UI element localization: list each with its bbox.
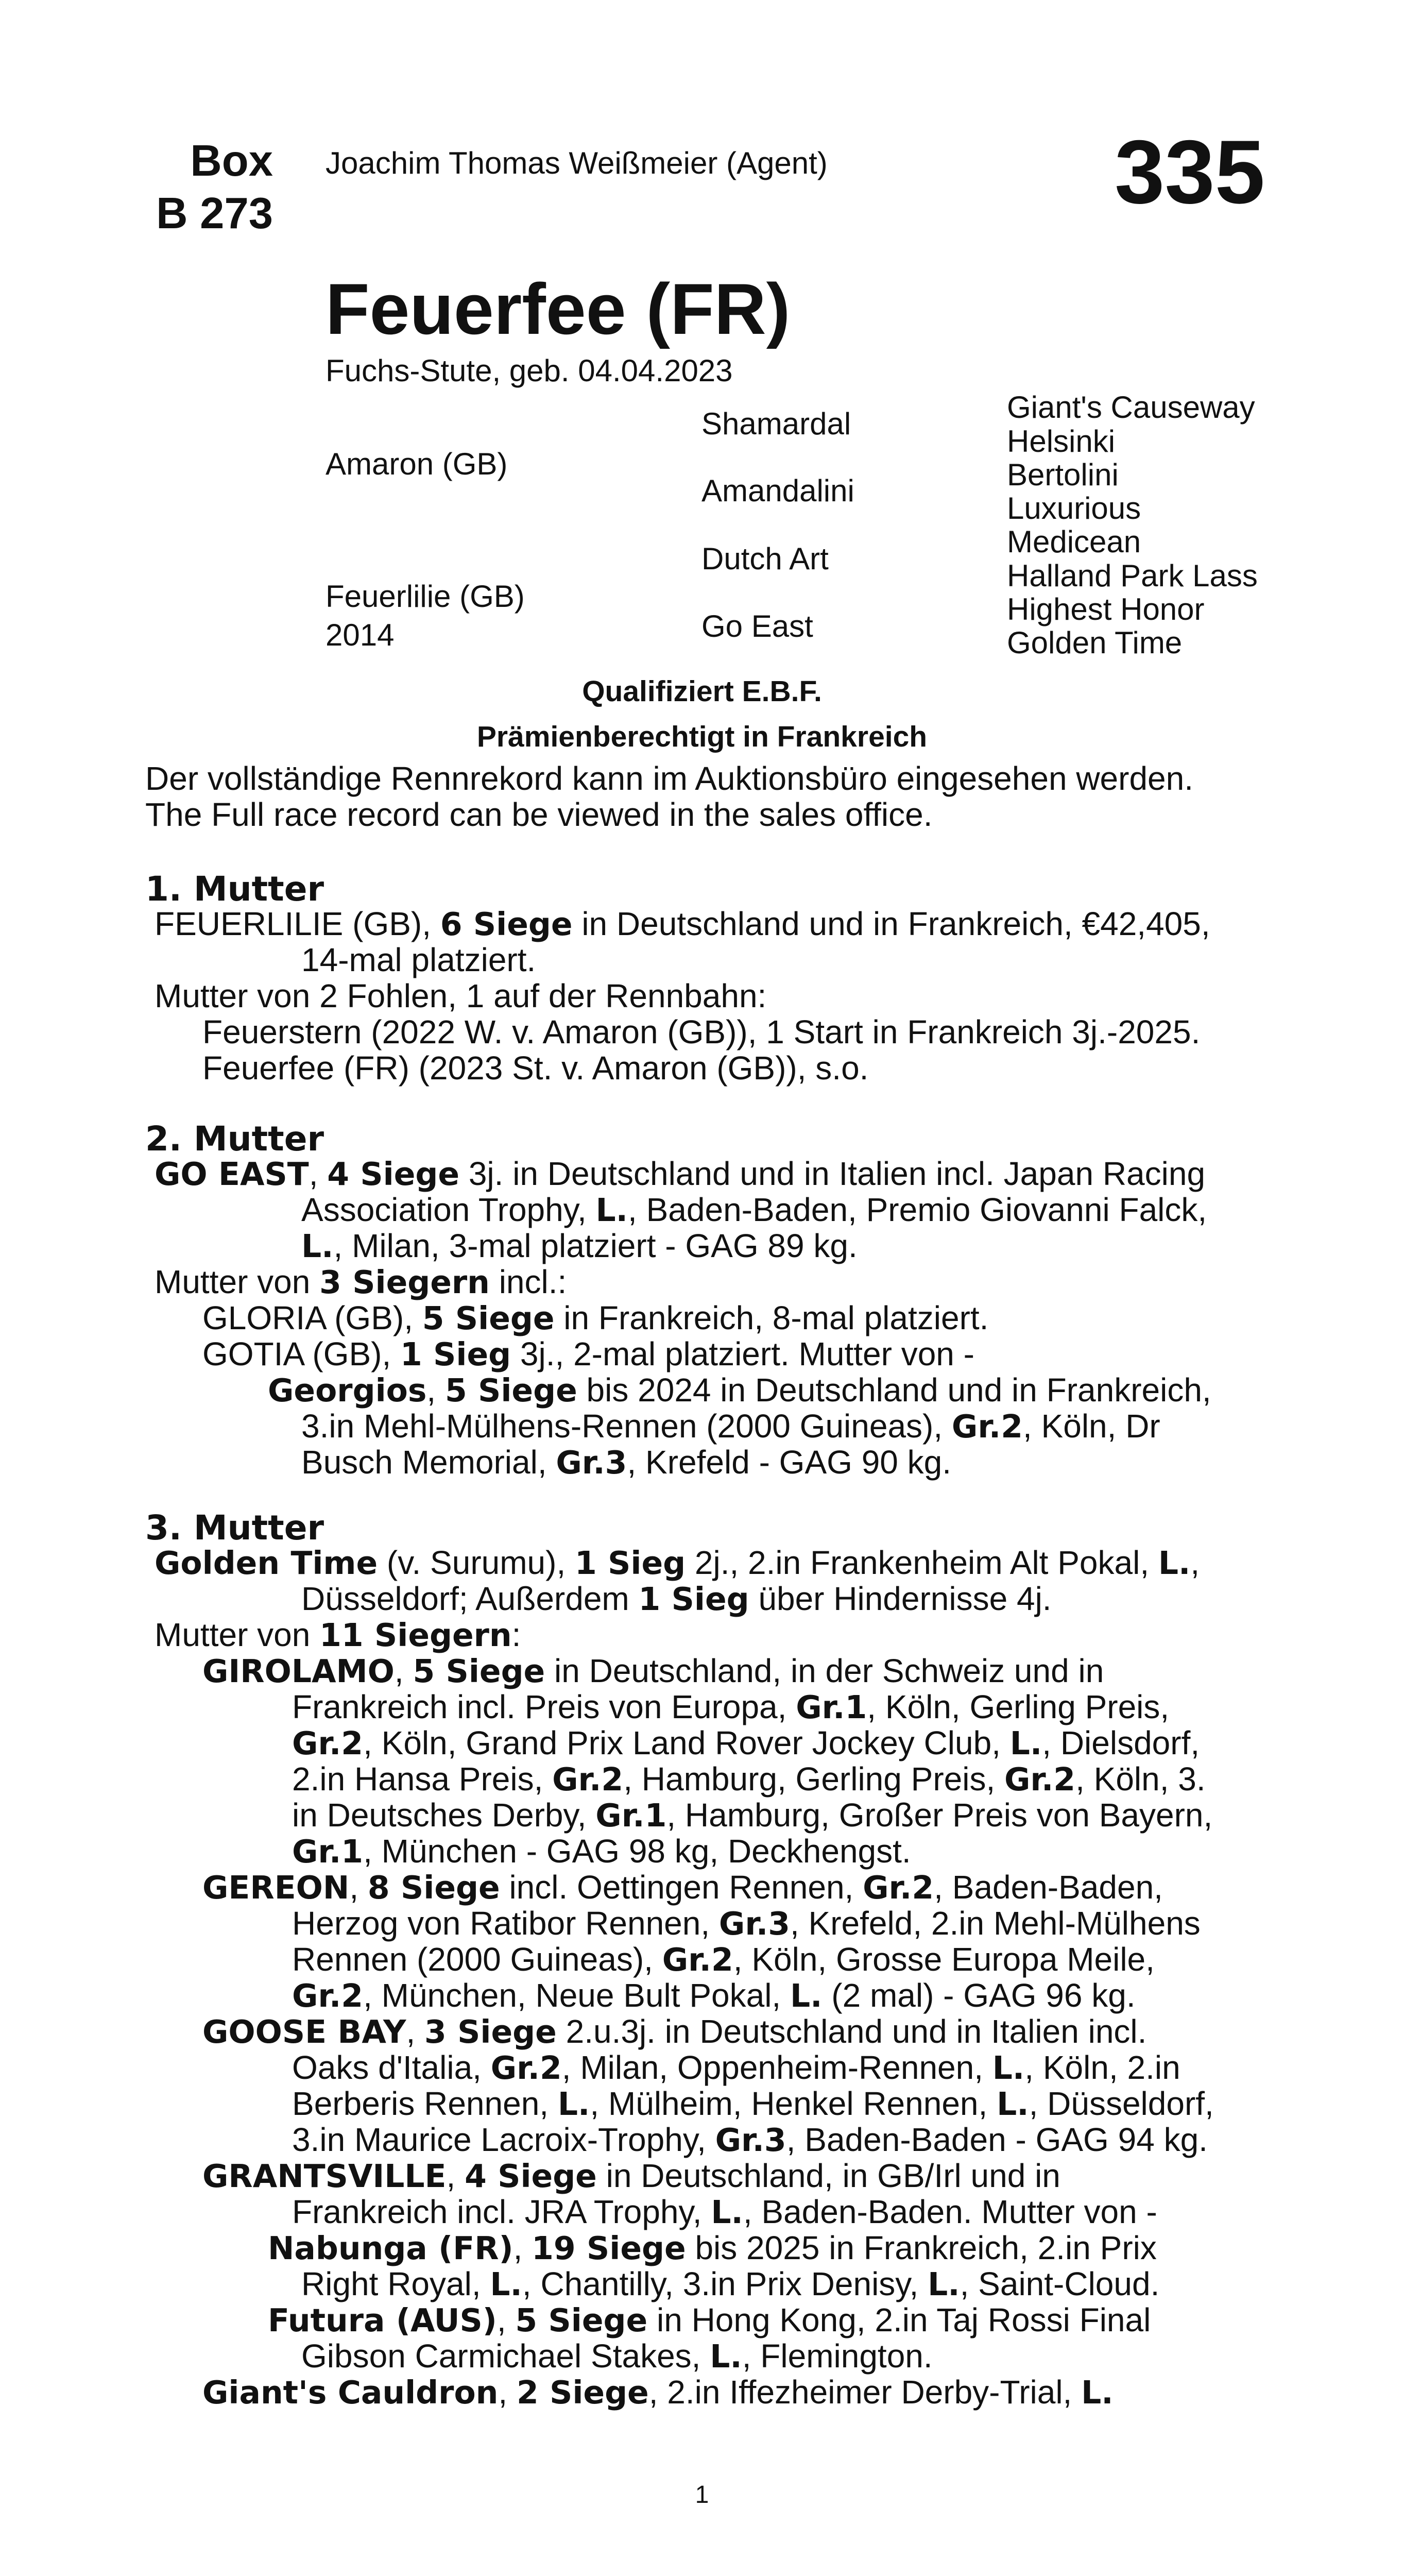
record-line: Frankreich incl. Preis von Europa, Gr.1, Köln, Gerling Preis, bbox=[292, 1688, 1170, 1726]
produce-item: Feuerstern (2022 W. v. Amaron (GB)), 1 Start in Frankreich 3j.-2025. bbox=[202, 1013, 1201, 1050]
record-line: Herzog von Ratibor Rennen, Gr.3, Krefeld, 2.in Mehl-Mülhens bbox=[292, 1905, 1201, 1942]
record-line: Gr.2, München, Neue Bult Pokal, L. (2 mal) - GAG 96 kg. bbox=[292, 1977, 1136, 2014]
record-line: 3.in Mehl-Mülhens-Rennen (2000 Guineas), Gr.2, Köln, Dr bbox=[301, 1408, 1160, 1445]
record-line: Georgios, 5 Siege bis 2024 in Deutschland und in Frankreich, bbox=[268, 1371, 1211, 1409]
record-line: Gibson Carmichael Stakes, L., Flemington. bbox=[301, 2337, 933, 2375]
pedigree-dam: Feuerlilie (GB) bbox=[326, 579, 525, 614]
pedigree-great-grandparent: Highest Honor bbox=[1007, 592, 1205, 626]
box-label bbox=[147, 135, 273, 240]
record-line: Düsseldorf; Außerdem 1 Sieg über Hindernisse 4j. bbox=[301, 1580, 1052, 1618]
pedigree-great-grandparent: Halland Park Lass bbox=[1007, 558, 1258, 593]
record-line: Association Trophy, L., Baden-Baden, Premio Giovanni Falck, bbox=[301, 1191, 1207, 1229]
produce-intro: Mutter von 2 Fohlen, 1 auf der Rennbahn: bbox=[155, 977, 767, 1014]
record-line: Rennen (2000 Guineas), Gr.2, Köln, Grosse Europa Meile, bbox=[292, 1941, 1155, 1978]
dam-record-cont: 14-mal platziert. bbox=[301, 941, 536, 978]
pedigree-great-grandparent: Golden Time bbox=[1007, 625, 1183, 660]
record-line: Nabunga (FR), 19 Siege bis 2025 in Frankreich, 2.in Prix bbox=[268, 2229, 1157, 2267]
pedigree-grandparent: Dutch Art bbox=[701, 541, 829, 576]
pedigree-great-grandparent: Medicean bbox=[1007, 524, 1141, 559]
section-heading: 2. Mutter bbox=[145, 1119, 324, 1159]
horse-description: Fuchs-Stute, geb. 04.04.2023 bbox=[326, 353, 733, 388]
box-title: Box bbox=[190, 137, 273, 185]
record-line: Mutter von 11 Siegern: bbox=[155, 1616, 521, 1654]
intro-line-de: Der vollständige Rennrekord kann im Auktionsbüro eingesehen werden. bbox=[145, 760, 1193, 797]
record-line: GEREON, 8 Siege incl. Oettingen Rennen, Gr.2, Baden-Baden, bbox=[202, 1869, 1163, 1906]
record-line: 3.in Maurice Lacroix-Trophy, Gr.3, Baden-Baden - GAG 94 kg. bbox=[292, 2121, 1208, 2159]
lot-number: 335 bbox=[1115, 122, 1265, 223]
dam-record: FEUERLILIE (GB), 6 Siege in Deutschland und in Frankreich, €42,405, bbox=[155, 905, 1210, 943]
agent-name: Joachim Thomas Weißmeier (Agent) bbox=[326, 146, 828, 180]
pedigree-grandparent: Shamardal bbox=[701, 406, 851, 441]
qualification-france: Prämienberechtigt in Frankreich bbox=[476, 720, 928, 753]
page-number: 1 bbox=[695, 2481, 709, 2509]
record-line: GLORIA (GB), 5 Siege in Frankreich, 8-mal platziert. bbox=[202, 1299, 989, 1337]
pedigree-great-grandparent: Luxurious bbox=[1007, 491, 1141, 526]
record-line: Oaks d'Italia, Gr.2, Milan, Oppenheim-Rennen, L., Köln, 2.in bbox=[292, 2049, 1180, 2087]
record-line: GO EAST, 4 Siege 3j. in Deutschland und in Italien incl. Japan Racing bbox=[155, 1155, 1206, 1193]
produce-item: Feuerfee (FR) (2023 St. v. Amaron (GB)), s.o. bbox=[202, 1049, 869, 1087]
record-line: Busch Memorial, Gr.3, Krefeld - GAG 90 kg. bbox=[301, 1444, 952, 1481]
section-heading: 1. Mutter bbox=[145, 869, 324, 909]
record-line: L., Milan, 3-mal platziert - GAG 89 kg. bbox=[301, 1227, 858, 1265]
record-line: GIROLAMO, 5 Siege in Deutschland, in der Schweiz und in bbox=[202, 1652, 1104, 1690]
record-line: Berberis Rennen, L., Mülheim, Henkel Rennen, L., Düsseldorf, bbox=[292, 2085, 1214, 2123]
record-line: Frankreich incl. JRA Trophy, L., Baden-Baden. Mutter von - bbox=[292, 2193, 1157, 2231]
pedigree-sire: Amaron (GB) bbox=[326, 447, 508, 481]
record-line: Gr.2, Köln, Grand Prix Land Rover Jockey Club, L., Dielsdorf, bbox=[292, 1724, 1200, 1762]
record-line: Right Royal, L., Chantilly, 3.in Prix Denisy, L., Saint-Cloud. bbox=[301, 2265, 1160, 2303]
record-line: in Deutsches Derby, Gr.1, Hamburg, Großer Preis von Bayern, bbox=[292, 1797, 1213, 1834]
record-line: Mutter von 3 Siegern incl.: bbox=[155, 1263, 567, 1301]
pedigree-great-grandparent: Giant's Causeway bbox=[1007, 390, 1255, 425]
box-number: B 273 bbox=[156, 189, 273, 238]
record-line: GOOSE BAY, 3 Siege 2.u.3j. in Deutschland und in Italien incl. bbox=[202, 2013, 1147, 2050]
record-line: Giant's Cauldron, 2 Siege, 2.in Iffezheimer Derby-Trial, L. bbox=[202, 2374, 1114, 2411]
record-line: GRANTSVILLE, 4 Siege in Deutschland, in GB/Irl und in bbox=[202, 2157, 1060, 2195]
intro-line-en: The Full race record can be viewed in the sales office. bbox=[145, 796, 933, 833]
horse-name: Feuerfee (FR) bbox=[326, 268, 791, 349]
pedigree-grandparent: Go East bbox=[701, 609, 813, 643]
qualification-ebf: Qualifiziert E.B.F. bbox=[582, 675, 822, 708]
record-line: Futura (AUS), 5 Siege in Hong Kong, 2.in Taj Rossi Final bbox=[268, 2301, 1151, 2339]
record-line: Gr.1, München - GAG 98 kg, Deckhengst. bbox=[292, 1833, 911, 1870]
record-line: 2.in Hansa Preis, Gr.2, Hamburg, Gerling Preis, Gr.2, Köln, 3. bbox=[292, 1760, 1206, 1798]
pedigree-grandparent: Amandalini bbox=[701, 473, 854, 508]
pedigree-dam-year: 2014 bbox=[326, 618, 395, 652]
pedigree-great-grandparent: Helsinki bbox=[1007, 424, 1116, 459]
section-heading: 3. Mutter bbox=[145, 1508, 324, 1548]
record-line: Golden Time (v. Surumu), 1 Sieg 2j., 2.in Frankenheim Alt Pokal, L., bbox=[155, 1544, 1200, 1582]
pedigree-great-grandparent: Bertolini bbox=[1007, 457, 1119, 492]
record-line: GOTIA (GB), 1 Sieg 3j., 2-mal platziert. Mutter von - bbox=[202, 1335, 974, 1373]
